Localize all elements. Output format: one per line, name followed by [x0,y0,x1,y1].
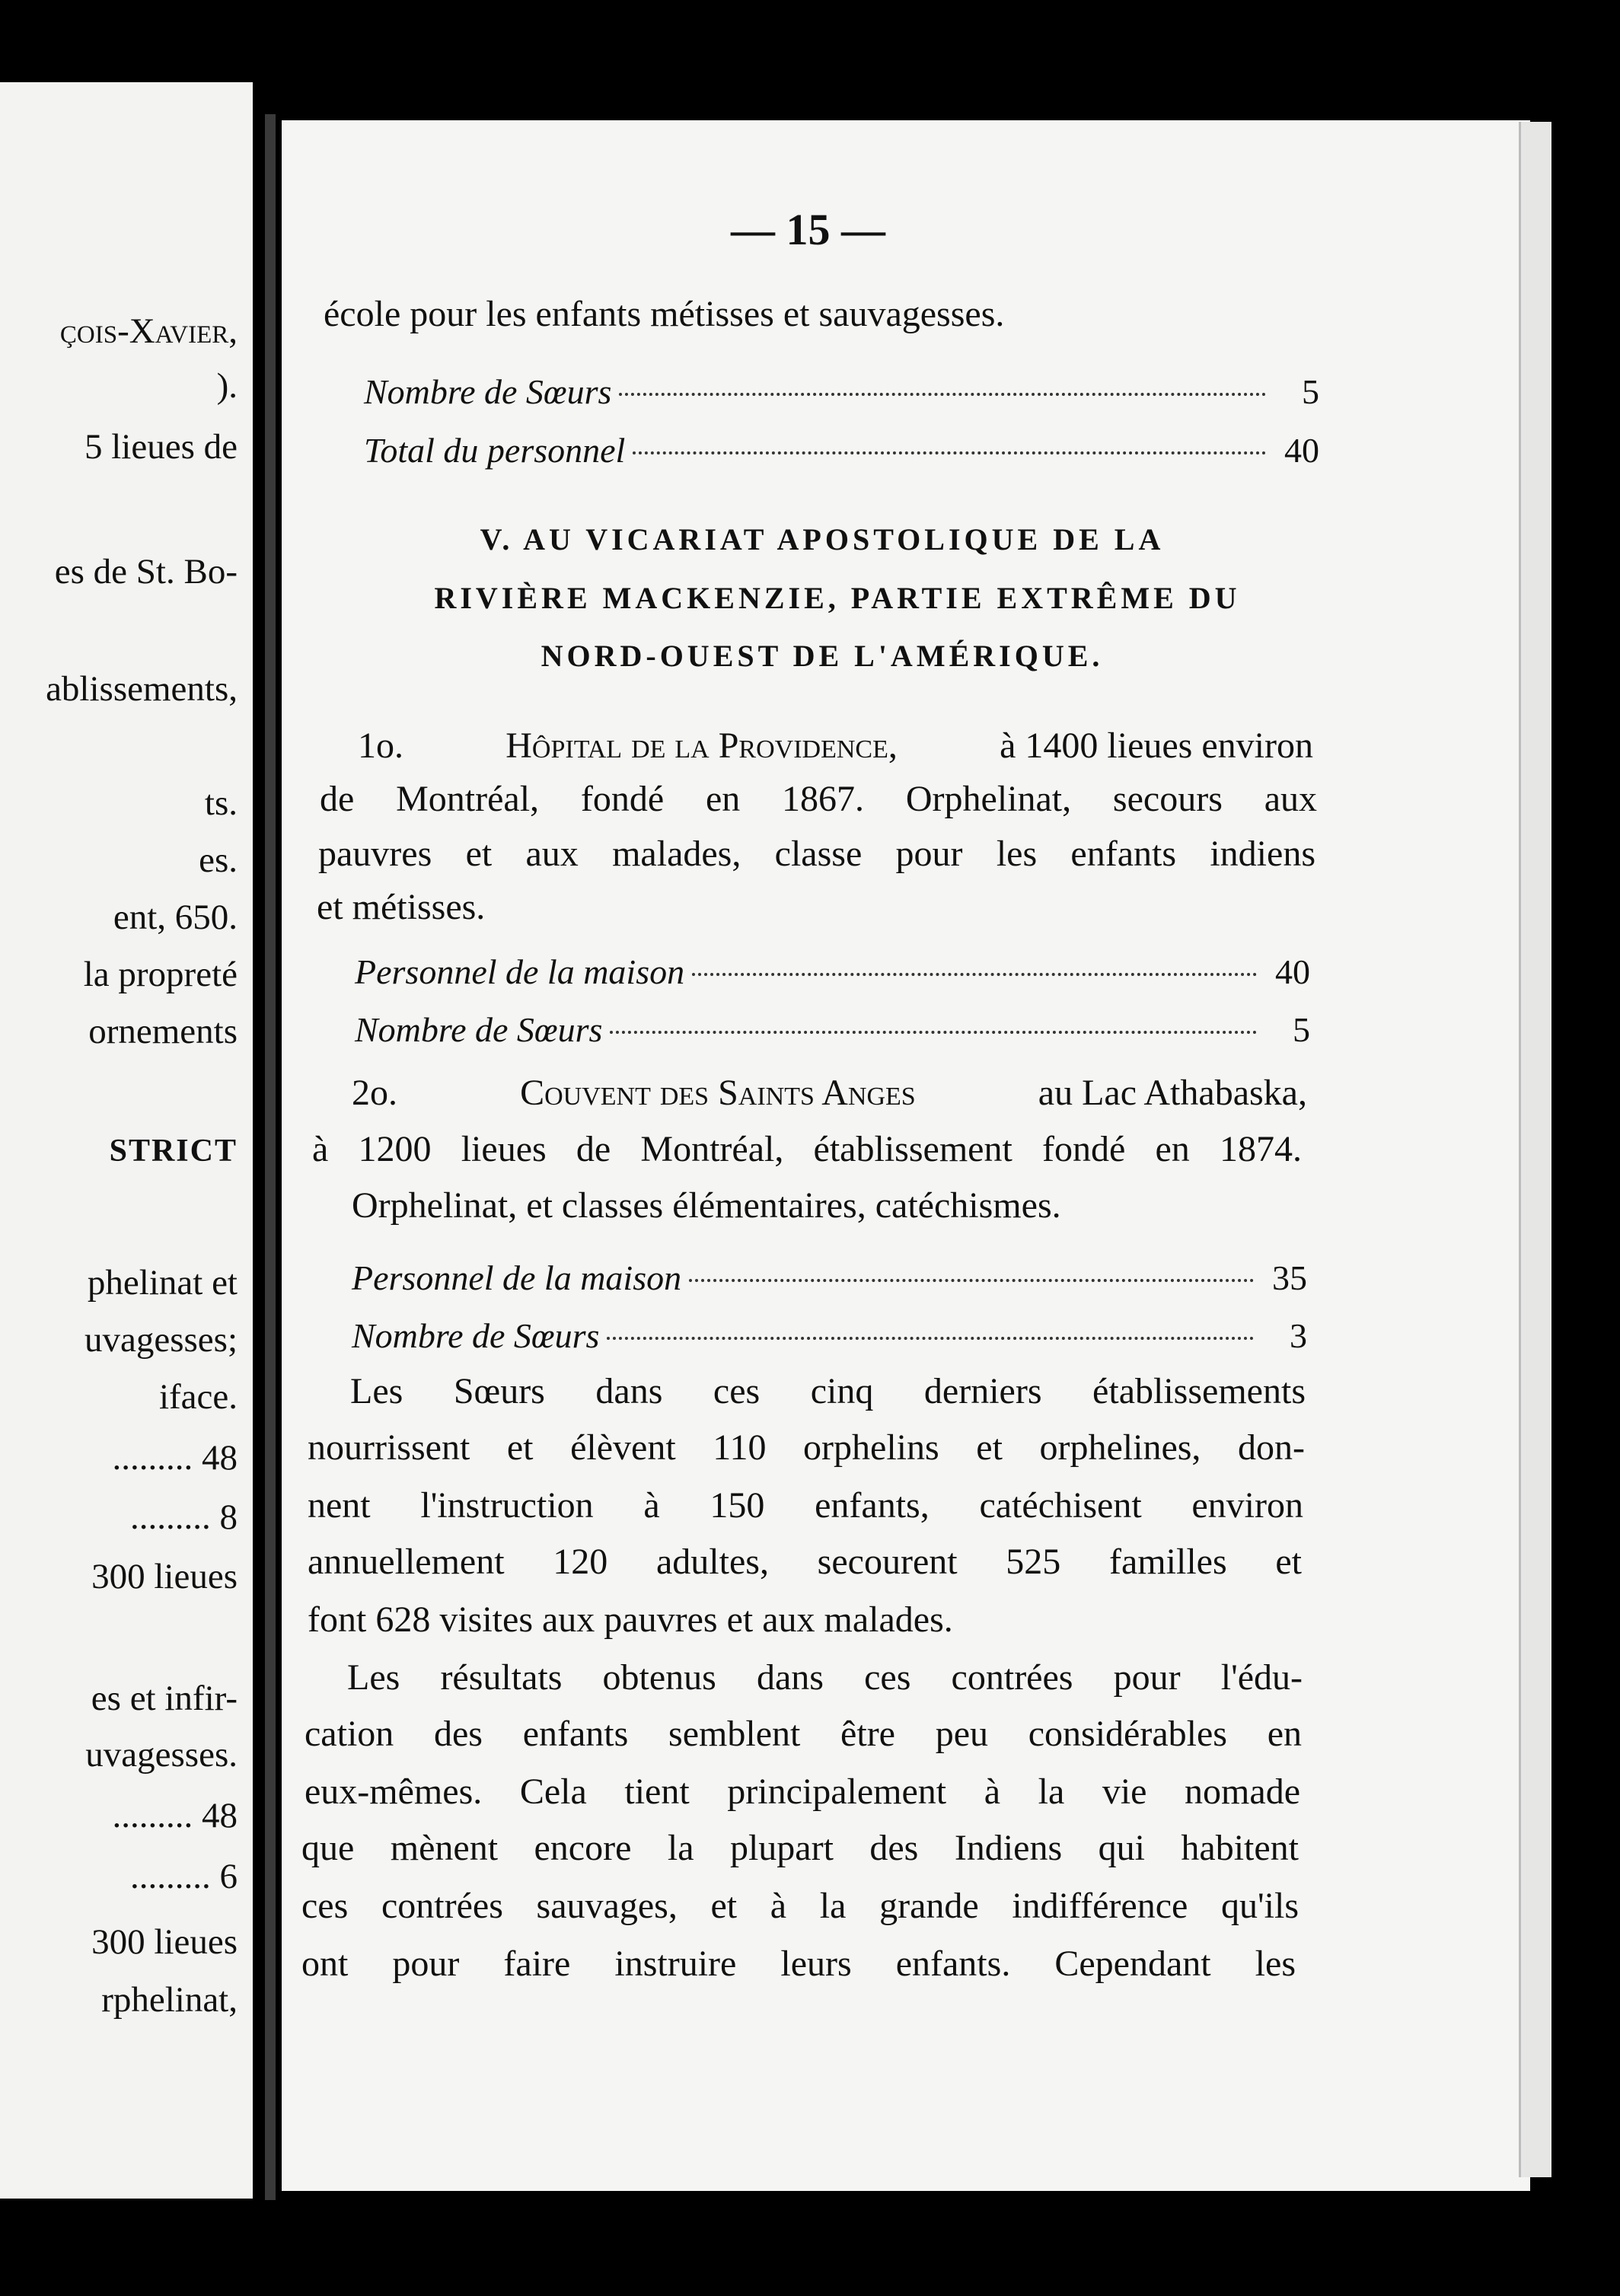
left-page-line: es. [199,840,238,880]
section-heading: RIVIÈRE MACKENZIE, PARTIE EXTRÊME DU [434,581,1241,615]
paragraph-line: de Montréal, fondé en 1867. Orphelinat, secours aux [320,779,1317,819]
paragraph-line: nourrissent et élèvent 110 orphelins et orphelines, don- [308,1427,1305,1468]
item-number: 1o. [358,725,403,766]
ledger-label: Nombre de Sœurs [364,372,612,411]
ledger-label: Personnel de la maison [352,1258,682,1297]
paragraph-line: ces contrées sauvages, et à la grande indifférence qu'ils [301,1886,1299,1926]
paragraph-line: Orphelinat, et classes élémentaires, catéchismes. [352,1185,1061,1226]
ledger-label: Personnel de la maison [355,952,685,991]
left-page-line: phelinat et [87,1263,238,1303]
paragraph-line: Les résultats obtenus dans ces contrées pour l'édu- [347,1657,1303,1698]
leader-dots [633,451,1266,454]
left-page-line: es et infir- [91,1679,238,1718]
left-page-line: ......... 6 [130,1857,238,1896]
left-page-line: ablissements, [46,669,238,709]
left-page-line: es de St. Bo- [54,552,238,592]
left-page-line: 300 lieues [91,1922,238,1962]
left-page [0,82,253,2199]
paragraph-line: à 1200 lieues de Montréal, établissement fondé en 1874. [312,1129,1302,1169]
ledger-value: 40 [1284,431,1319,470]
left-page-line: STRICT [109,1134,238,1169]
leader-dots [692,973,1257,976]
paragraph-line: Les Sœurs dans ces cinq derniers établissements [350,1371,1306,1411]
leader-dots [619,393,1266,396]
left-page-line: la propreté [83,955,238,994]
ledger-label: Nombre de Sœurs [352,1316,600,1355]
ledger-value: 3 [1290,1316,1307,1355]
intro-line: école pour les enfants métisses et sauvagesses. [324,294,1005,334]
paragraph-line: cation des enfants semblent être peu considérables en [305,1714,1302,1754]
paragraph-line: que mènent encore la plupart des Indiens qui habitent [301,1828,1299,1868]
item-number: 2o. [352,1073,397,1113]
left-page-line: 5 lieues de [85,427,238,467]
paragraph-text: à 1400 lieues environ [1000,725,1313,766]
paragraph-line [352,1072,1307,1114]
paragraph-line: nent l'instruction à 150 enfants, catéchisent environ [308,1485,1303,1526]
section-heading: NORD-OUEST DE L'AMÉRIQUE. [541,639,1104,673]
page-number: — 15 — [731,205,885,254]
left-page-line: uvagesses. [85,1735,238,1775]
leader-dots [607,1337,1254,1340]
paragraph-line: pauvres et aux malades, classe pour les enfants indiens [318,834,1315,874]
left-page-line: ent, 650. [113,898,238,937]
left-page-line: ). [216,366,238,406]
section-heading: V. AU VICARIAT APOSTOLIQUE DE LA [480,522,1165,556]
left-page-line: ts. [204,783,238,823]
paragraph-line: eux-mêmes. Cela tient principalement à la vie nomade [305,1771,1300,1812]
ledger-value: 40 [1275,952,1310,991]
left-page-line: çois-Xavier, [59,311,238,351]
paragraph-text: au Lac Athabaska, [1038,1073,1307,1113]
establishment-title: Hôpital de la Providence, [505,725,898,766]
ledger-row [352,1315,1307,1356]
paragraph-line: ont pour faire instruire leurs enfants. Cependant les [301,1944,1296,1984]
left-page-line: ornements [88,1012,238,1051]
left-page-line: ......... 8 [130,1497,238,1537]
paragraph-line: et métisses. [317,887,486,927]
ledger-value: 5 [1293,1010,1310,1049]
ledger-row [355,952,1310,992]
ledger-row [355,1009,1310,1050]
leader-dots [689,1279,1254,1282]
left-page-line: iface. [158,1377,238,1417]
ledger-row [352,1258,1307,1298]
left-page-line: ......... 48 [112,1796,238,1835]
ledger-value: 5 [1302,372,1319,411]
paragraph-line [358,725,1313,767]
paragraph-line: annuellement 120 adultes, secourent 525 familles et [308,1542,1302,1582]
left-page-line: rphelinat, [101,1980,238,2020]
ledger-row [364,372,1319,412]
page-edge [1519,122,1551,2177]
left-page-line: 300 lieues [91,1557,238,1596]
left-page-line: uvagesses; [84,1320,238,1360]
left-page-line: ......... 48 [112,1438,238,1478]
paragraph-line: font 628 visites aux pauvres et aux malades. [308,1599,953,1640]
ledger-label: Total du personnel [364,431,626,470]
ledger-label: Nombre de Sœurs [355,1010,603,1049]
establishment-title: Couvent des Saints Anges [520,1073,916,1113]
book-gutter [265,114,276,2200]
ledger-value: 35 [1272,1258,1307,1297]
ledger-row [364,430,1319,470]
leader-dots [610,1031,1257,1034]
